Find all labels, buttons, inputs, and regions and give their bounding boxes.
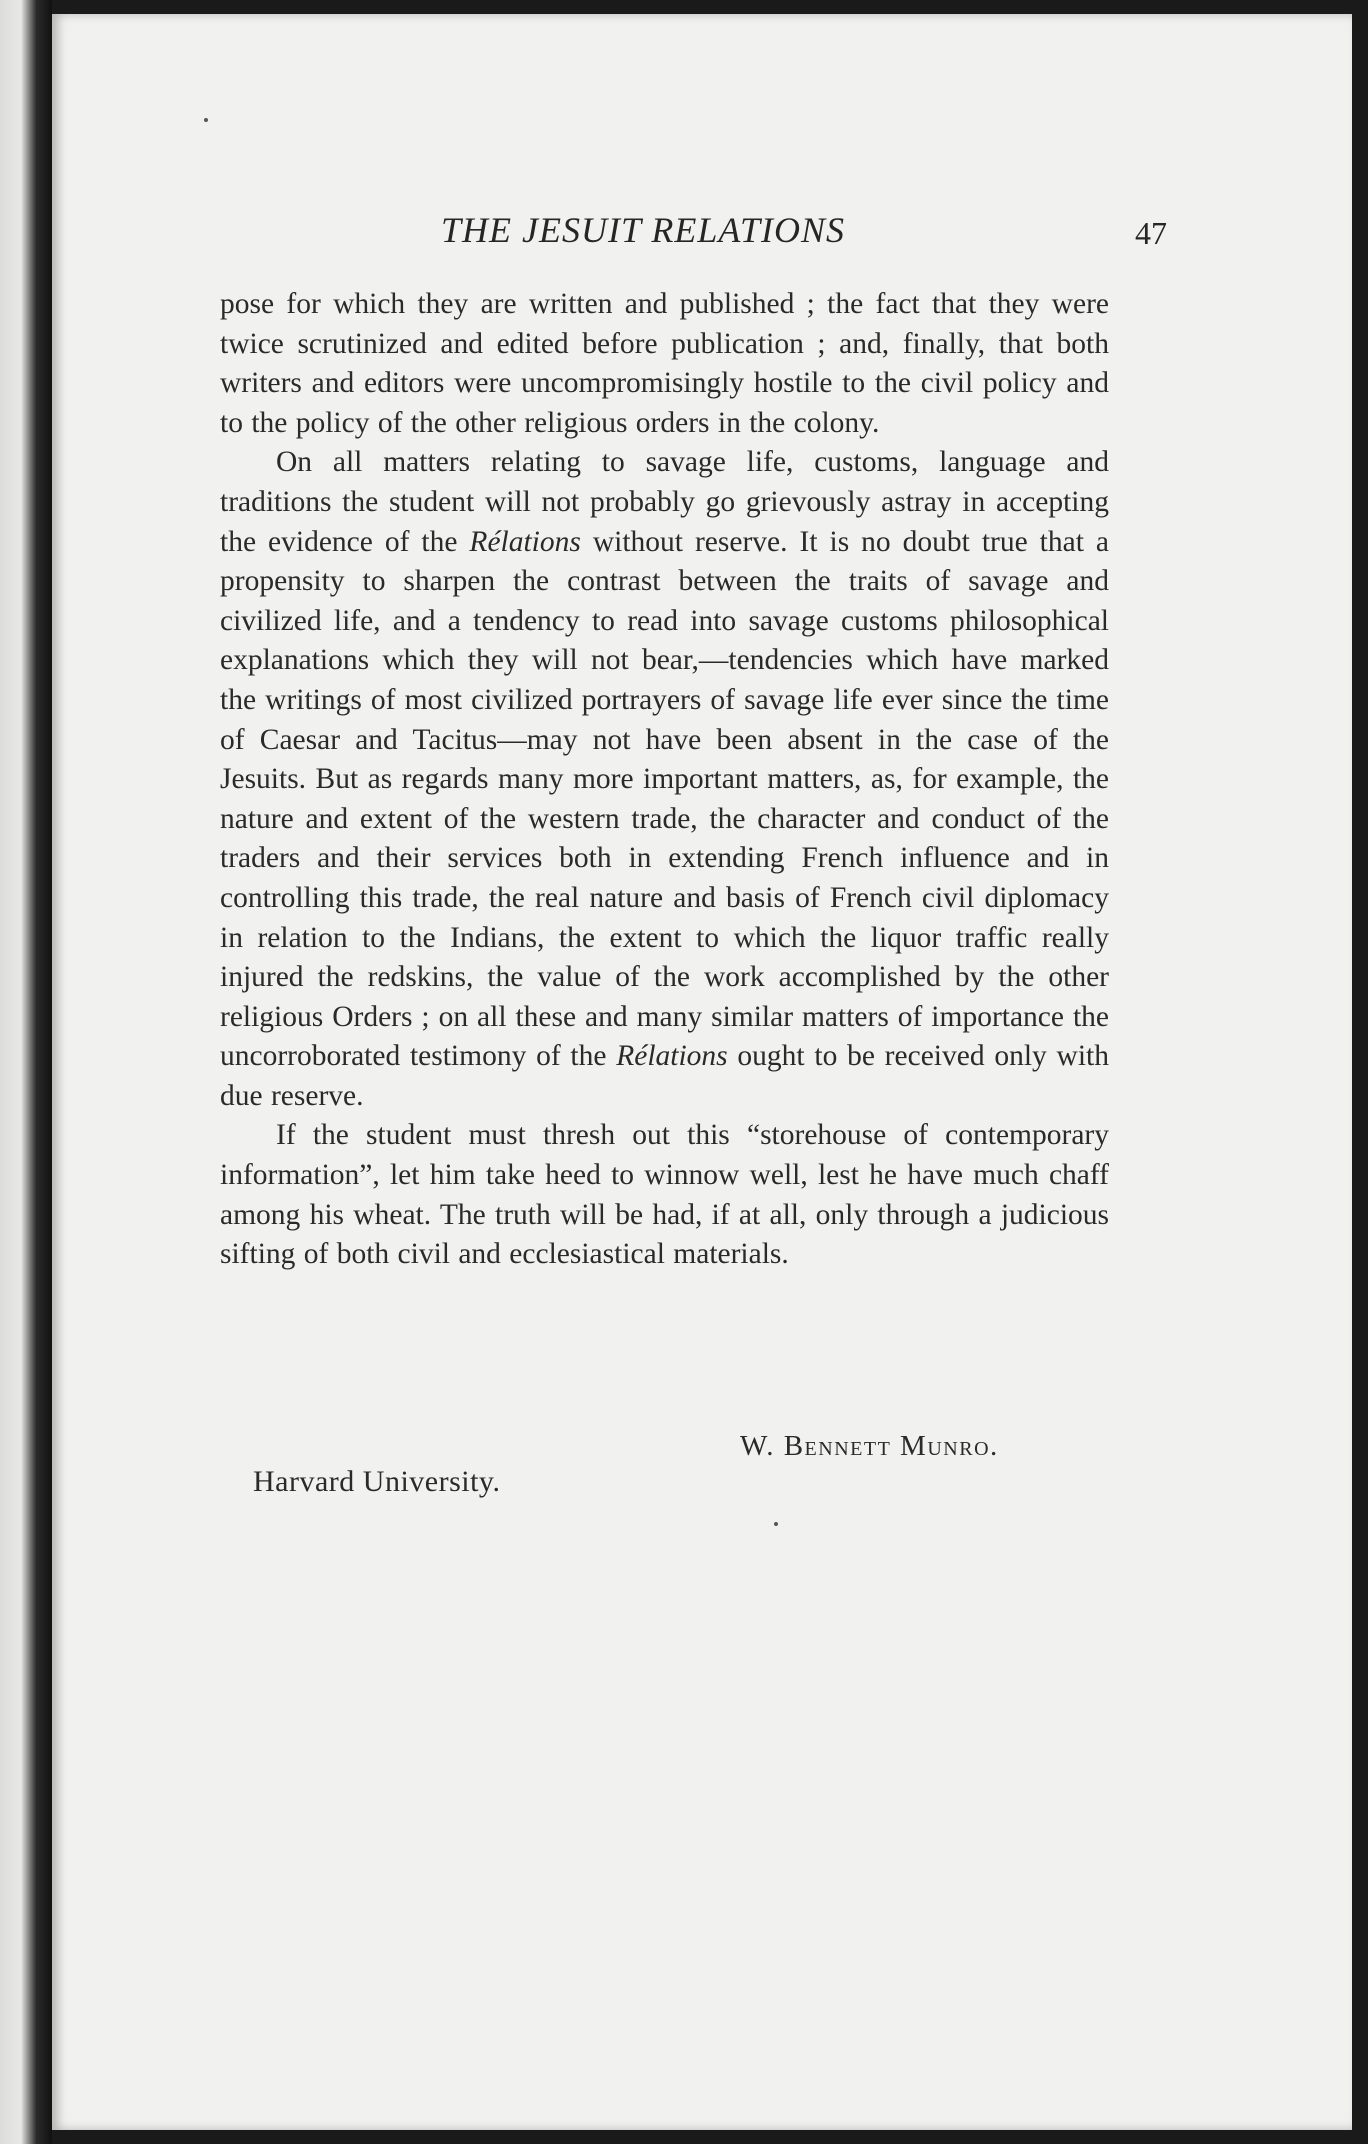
paper-speck: [204, 118, 208, 122]
italic-title: Rélations: [616, 1040, 728, 1073]
paragraph: On all matters relating to savage life, customs, language and traditions the student will not probably go grievously astray in accepting the evidence of the Rélations without reserve. It is no doubt true that a propensity to sharpen the contrast between the traits of savage and civilized life, and a tendency to read into savage customs philosophical explanations which they will not bear,—tendencies which have marked the writings of most civilized portrayers of savage life ever since the time of Caesar and Tacitus—may not have been absent in the case of the Jesuits. But as regards many more important matters, as, for example, the nature and extent of the western trade, the character and conduct of the traders and their services both in extending French influence and in controlling this trade, the real nature and basis of French civil diplomacy in relation to the Indians, the extent to which the liquor traffic really injured the redskins, the value of the work accomplished by the other religious Orders ; on all these and many similar matters of importance the uncorroborated testimony of the Rélations ought to be received only with due reserve.: [220, 446, 1109, 1112]
paper-speck: [774, 1522, 778, 1526]
running-title: THE JESUIT RELATIONS: [441, 210, 846, 250]
body-text: [220, 285, 1109, 1275]
running-head: [163, 209, 1167, 259]
italic-title: Rélations: [469, 525, 581, 558]
paragraph: pose for which they are written and published ; the fact that they were twice scrutinized and edited before publication ; and, finally, that both writers and editors were uncompromisingly hostile to the civil policy and to the policy of the other religious orders in the colony.: [220, 288, 1109, 439]
paragraph: If the student must thresh out this “storehouse of contemporary information”, let him take heed to winnow well, lest he have much chaff among his wheat. The truth will be had, if at all, only through a judicious sifting of both civil and ecclesiastical materials.: [220, 1119, 1109, 1271]
page-number: 47: [1135, 215, 1167, 251]
author-signature: W. Bennett Munro.: [740, 1430, 999, 1462]
book-spine-edge: [0, 0, 52, 2144]
author-affiliation: Harvard University.: [253, 1465, 501, 1498]
